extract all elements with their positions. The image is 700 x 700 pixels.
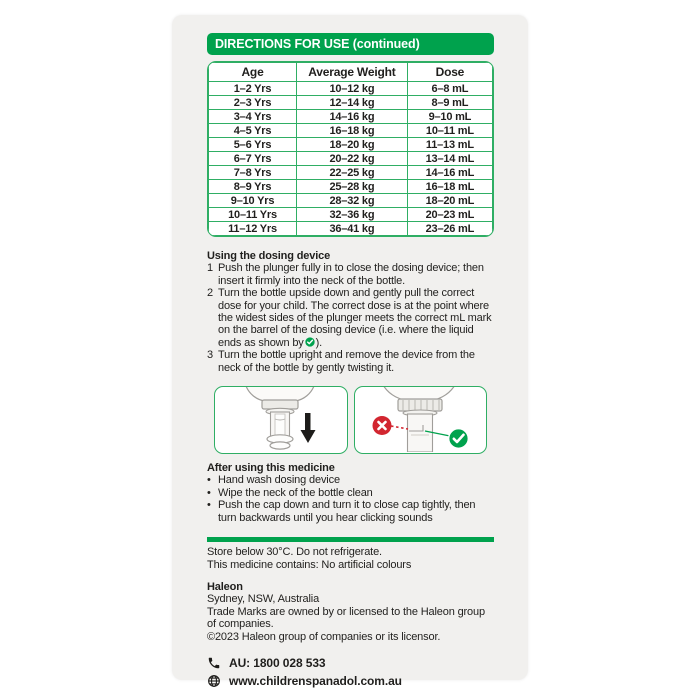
manufacturer-name: Haleon: [207, 580, 243, 593]
dose-table-row: [209, 124, 493, 138]
manufacturer-info: [207, 581, 494, 643]
dose-table-cell: 6–7 Yrs: [209, 152, 297, 166]
website-row: [207, 672, 494, 690]
dose-level-illustration: [354, 386, 488, 454]
bullet-item: [207, 499, 494, 524]
dosage-table: [207, 61, 494, 237]
contact-info: [207, 654, 494, 690]
phone-icon: [207, 656, 221, 670]
col-header-average-weight: Average Weight: [297, 63, 408, 82]
dose-table-row: [209, 82, 493, 96]
dose-table-cell: 7–8 Yrs: [209, 166, 297, 180]
dose-table-row: [209, 180, 493, 194]
dose-table-row: [209, 110, 493, 124]
dose-table-cell: 11–13 mL: [407, 138, 492, 152]
phone-number: AU: 1800 028 533: [229, 655, 326, 670]
dose-table-row: [209, 166, 493, 180]
dose-table-cell: 8–9 mL: [407, 96, 492, 110]
check-circle-icon: [448, 429, 468, 449]
dose-table-cell: 10–12 kg: [297, 82, 408, 96]
step-text: Push the plunger fully in to close the dosing device; then insert it firmly into the neck of the bottle.: [218, 262, 484, 287]
step-number: 1: [207, 262, 213, 275]
col-header-dose: Dose: [407, 63, 492, 82]
insert-device-illustration: [214, 386, 348, 454]
dose-table-cell: 6–8 mL: [407, 82, 492, 96]
dose-table-row: [209, 194, 493, 208]
bullet-text: Wipe the neck of the bottle clean: [218, 486, 373, 499]
globe-icon: [207, 674, 221, 688]
dose-table-cell: 28–32 kg: [297, 194, 408, 208]
bullet-item: [207, 487, 494, 499]
dose-table-cell: 18–20 mL: [407, 194, 492, 208]
dose-table-cell: 12–14 kg: [297, 96, 408, 110]
dose-table-cell: 14–16 mL: [407, 166, 492, 180]
dose-table-row: [209, 96, 493, 110]
dose-table-cell: 13–14 mL: [407, 152, 492, 166]
dose-table-row: [209, 138, 493, 152]
storage-line: Store below 30°C. Do not refrigerate.: [207, 546, 382, 559]
dose-table-cell: 32–36 kg: [297, 208, 408, 222]
directions-panel: [172, 15, 528, 688]
dose-table-cell: 9–10 Yrs: [209, 194, 297, 208]
check-circle-icon: [305, 337, 315, 347]
copyright-notice: ©2023 Haleon group of companies or its licensor.: [207, 630, 441, 643]
after-use-heading: After using this medicine: [207, 462, 335, 475]
bullet-text: Push the cap down and turn it to close cap tightly, then turn backwards until you hear clicking sounds: [218, 499, 476, 524]
dose-table-header-row: [209, 63, 493, 82]
dose-table-cell: 20–23 mL: [407, 208, 492, 222]
phone-row: [207, 654, 494, 672]
dose-table-cell: 25–28 kg: [297, 180, 408, 194]
section-header-bar: [207, 33, 494, 55]
dose-table-cell: 18–20 kg: [297, 138, 408, 152]
dose-table-cell: 23–26 mL: [407, 222, 492, 236]
dose-table-cell: 3–4 Yrs: [209, 110, 297, 124]
step-number: 2: [207, 287, 213, 300]
section-divider: [207, 537, 494, 542]
dose-table-cell: 1–2 Yrs: [209, 82, 297, 96]
step-number: 3: [207, 349, 213, 362]
step-text: Turn the bottle upside down and gently pull the correct dose for your child. The correct dose is at the point where the widest sides of the plunger meets the correct mL mark on the barrel of the dosing device (i.e. where the liquid ends as shown by ).: [218, 287, 492, 349]
using-device-section: [207, 250, 494, 374]
website-url: www.childrenspanadol.com.au: [229, 673, 402, 688]
dose-table-cell: 16–18 kg: [297, 124, 408, 138]
bullet-item: [207, 474, 494, 486]
manufacturer-address: Sydney, NSW, Australia: [207, 593, 320, 606]
dose-table-cell: 10–11 Yrs: [209, 208, 297, 222]
arrow-down-icon: [301, 413, 316, 443]
step-3: [207, 349, 494, 374]
col-header-age: Age: [209, 63, 297, 82]
device-illustrations: [214, 386, 487, 454]
dose-table-cell: 9–10 mL: [407, 110, 492, 124]
dose-table-row: [209, 152, 493, 166]
dose-table-cell: 22–25 kg: [297, 166, 408, 180]
bullet-marker: •: [207, 474, 211, 487]
dose-table-cell: 8–9 Yrs: [209, 180, 297, 194]
bullet-text: Hand wash dosing device: [218, 474, 340, 487]
dose-table-cell: 14–16 kg: [297, 110, 408, 124]
dose-table-cell: 16–18 mL: [407, 180, 492, 194]
dose-table-row: [209, 208, 493, 222]
section-header-title: DIRECTIONS FOR USE (continued): [215, 37, 420, 51]
step-2: [207, 287, 494, 349]
dose-table-cell: 20–22 kg: [297, 152, 408, 166]
step-1: [207, 262, 494, 287]
bullet-marker: •: [207, 486, 211, 499]
dose-table-row: [209, 222, 493, 236]
dose-table-cell: 10–11 mL: [407, 124, 492, 138]
contents-line: This medicine contains: No artificial colours: [207, 558, 412, 571]
using-device-heading: Using the dosing device: [207, 250, 331, 262]
dose-table-cell: 11–12 Yrs: [209, 222, 297, 236]
dose-table-cell: 4–5 Yrs: [209, 124, 297, 138]
dose-table-cell: 36–41 kg: [297, 222, 408, 236]
dose-table-cell: 5–6 Yrs: [209, 138, 297, 152]
bullet-marker: •: [207, 499, 211, 512]
step-text: Turn the bottle upright and remove the device from the neck of the bottle by gently twisting it.: [218, 349, 475, 374]
after-use-section: [207, 462, 494, 524]
cross-circle-icon: [372, 416, 391, 435]
storage-info: [207, 546, 494, 571]
dose-table-cell: 2–3 Yrs: [209, 96, 297, 110]
trademark-notice: Trade Marks are owned by or licensed to the Haleon group of companies.: [207, 605, 485, 631]
